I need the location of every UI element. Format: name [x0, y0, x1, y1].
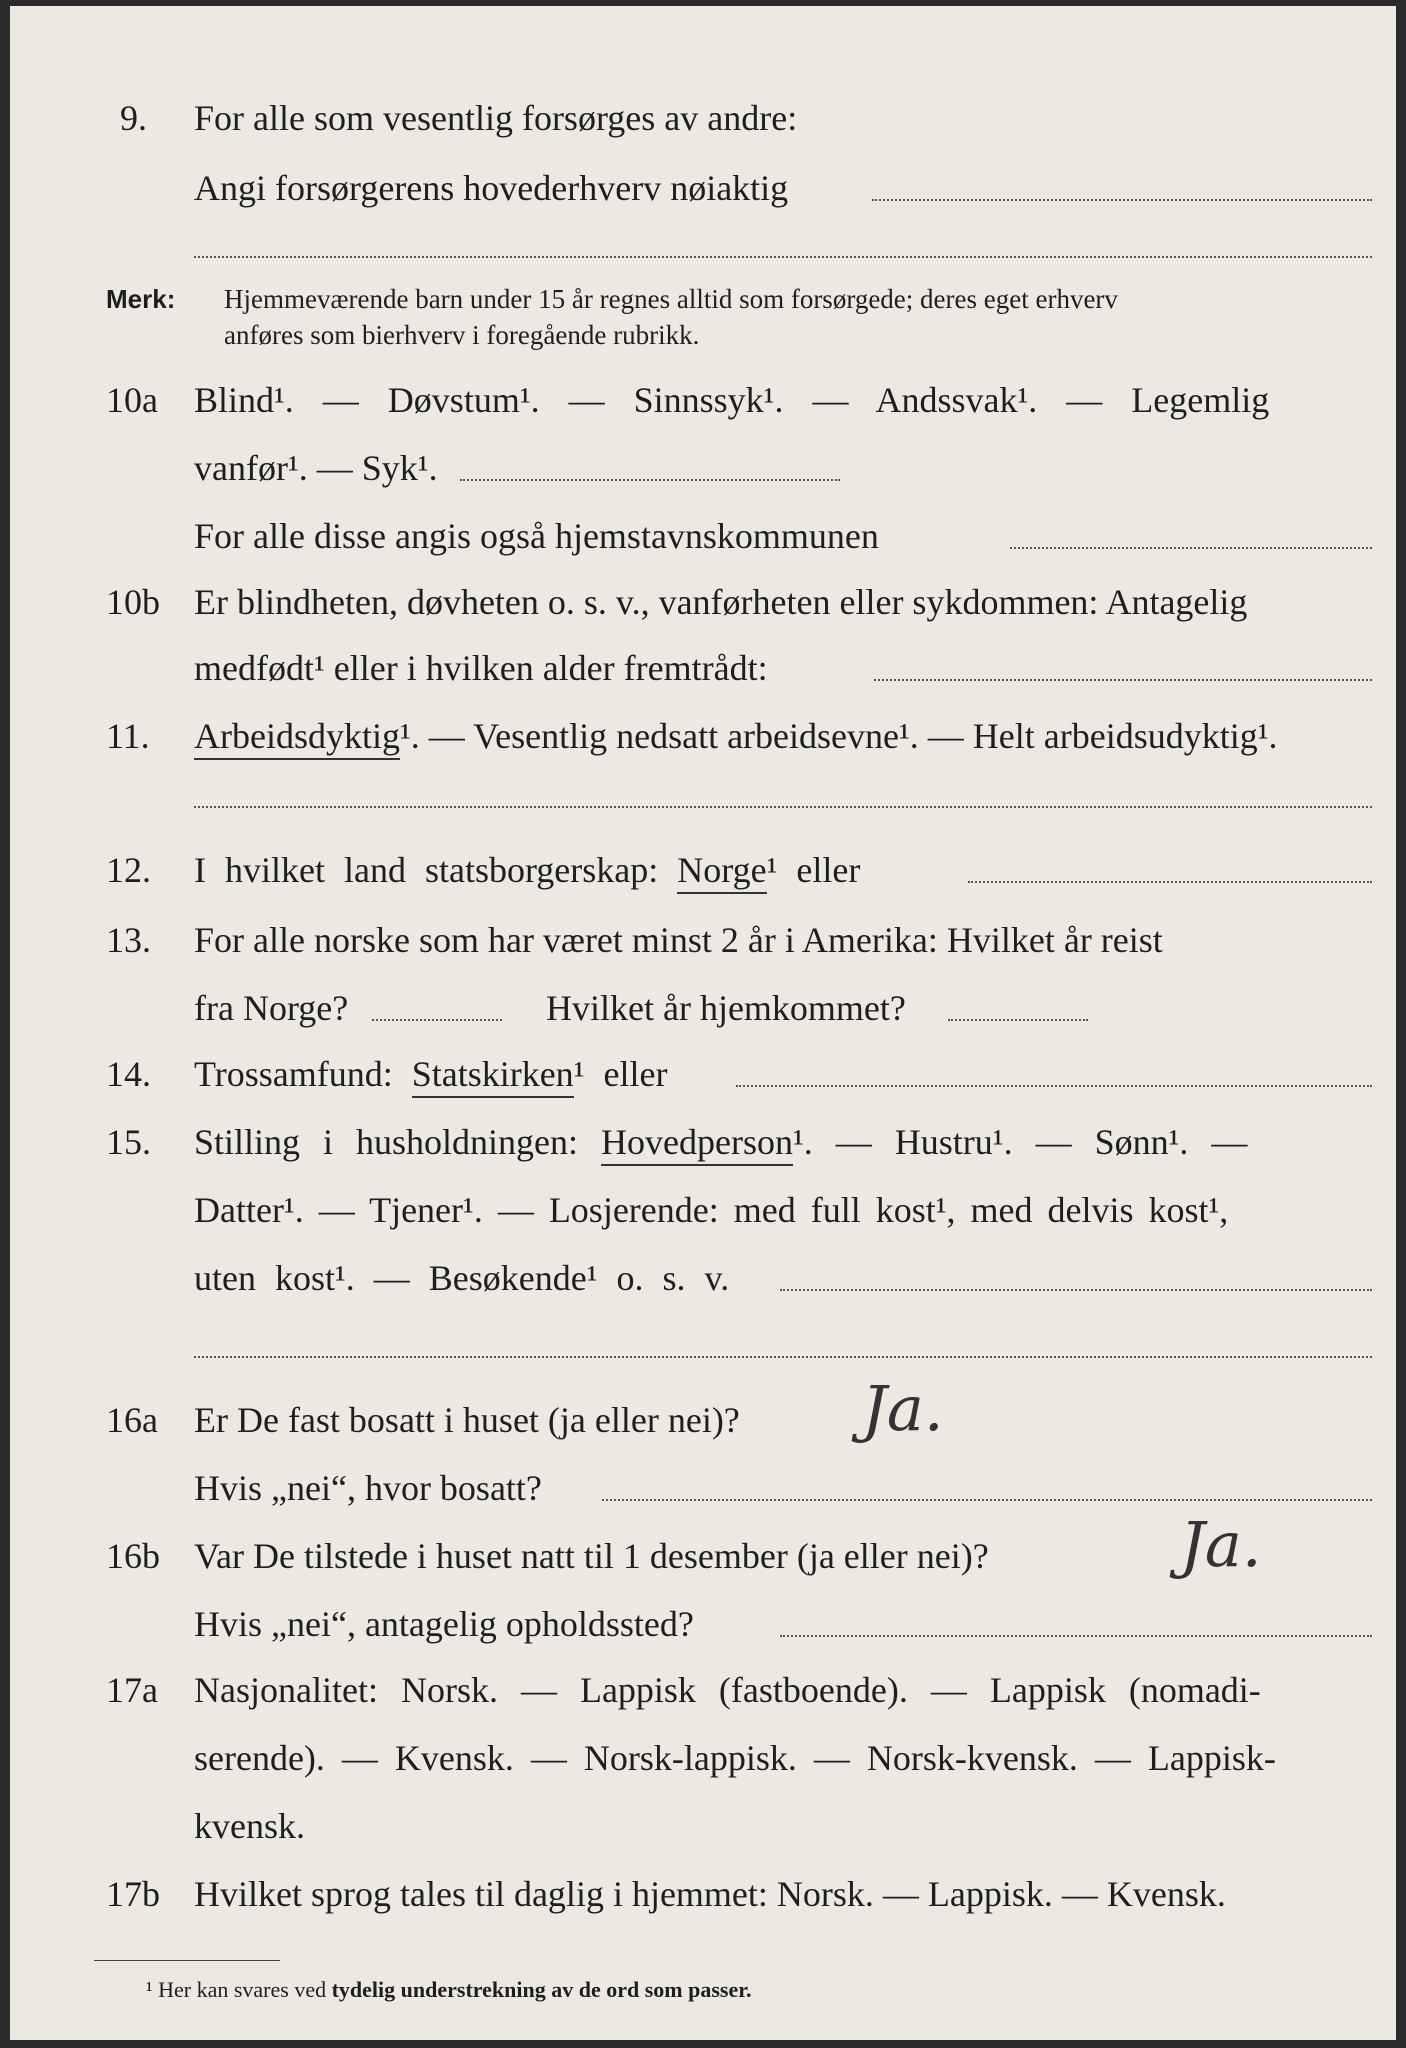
- q11-number: 11.: [106, 716, 150, 756]
- q17b-line1: Hvilket sprog tales til daglig i hjemmet: Norsk. — Lappisk. — Kvensk.: [194, 1874, 1226, 1914]
- q13-reist-field[interactable]: [372, 1019, 502, 1021]
- q12-option-norge-underlined[interactable]: Norge: [677, 850, 766, 894]
- q16b-number: 16b: [106, 1536, 160, 1576]
- q15-option-hovedperson-underlined[interactable]: Hovedperson: [601, 1122, 793, 1166]
- q10a-hjemstavn-field[interactable]: [1010, 547, 1372, 549]
- q12-number: 12.: [106, 850, 151, 890]
- footnote: [146, 1976, 752, 2004]
- q9-line2: Angi forsørgerens hovederhverv nøiaktig: [194, 168, 789, 208]
- q16b-handwritten-answer: Ja.: [1180, 1508, 1262, 1581]
- q15-line1-rest: ¹. — Hustru¹. — Sønn¹. —: [792, 1122, 1248, 1162]
- q11-option-arbeidsdyktig-underlined[interactable]: Arbeidsdyktig: [194, 716, 400, 760]
- q17b-number: 17b: [106, 1874, 160, 1914]
- merk-line2: anføres som bierhverv i foregående rubrikk.: [224, 320, 700, 350]
- q17a-line2: serende). — Kvensk. — Norsk-lappisk. — Norsk-kvensk. — Lappisk-: [194, 1738, 1276, 1778]
- q10b-line1: Er blindheten, døvheten o. s. v., vanførheten eller sykdommen: Antagelig: [194, 582, 1248, 622]
- merk-line1: Hjemmeværende barn under 15 år regnes alltid som forsørgede; deres eget erhverv: [224, 284, 1118, 314]
- q10b-number: 10b: [106, 582, 160, 622]
- q17a-line1: Nasjonalitet: Norsk. — Lappisk (fastboende). — Lappisk (nomadi-: [194, 1670, 1261, 1710]
- q13-number: 13.: [106, 920, 151, 960]
- q16b-line1: Var De tilstede i huset natt til 1 desember (ja eller nei)?: [194, 1536, 989, 1576]
- q16a-handwritten-answer: Ja.: [862, 1372, 944, 1445]
- q16b-answer-field[interactable]: [780, 1635, 1372, 1637]
- q14-option-statskirken-underlined[interactable]: Statskirken: [412, 1054, 574, 1098]
- footnote-rule: [94, 1960, 280, 1961]
- q12-question: I hvilket land statsborgerskap:: [194, 850, 659, 890]
- q14-number: 14.: [106, 1054, 151, 1094]
- q16a-number: 16a: [106, 1400, 158, 1440]
- q9-number: 9.: [120, 98, 147, 138]
- q12-line: [194, 848, 860, 892]
- q12-answer-field[interactable]: [968, 881, 1372, 883]
- footnote-mark: ¹: [146, 1977, 153, 2002]
- q17a-line3: kvensk.: [194, 1806, 305, 1846]
- q14-line: [194, 1052, 667, 1096]
- q10a-line1: Blind¹. — Døvstum¹. — Sinnssyk¹. — Andssvak¹. — Legemlig: [194, 380, 1270, 420]
- q15-answer-field[interactable]: [780, 1289, 1372, 1291]
- q13-line1: For alle norske som har været minst 2 år i Amerika: Hvilket år reist: [194, 920, 1163, 960]
- q15-line2: Datter¹. — Tjener¹. — Losjerende: med full kost¹, med delvis kost¹,: [194, 1190, 1229, 1230]
- census-form-page: [10, 6, 1396, 2040]
- q16a-line2: Hvis „nei“, hvor bosatt?: [194, 1468, 542, 1508]
- q10b-line2: medfødt¹ eller i hvilken alder fremtrådt:: [194, 648, 768, 688]
- q15-question: Stilling i husholdningen:: [194, 1122, 579, 1162]
- q11-answer-field[interactable]: [194, 806, 1372, 808]
- q10a-line3: For alle disse angis også hjemstavnskommunen: [194, 516, 879, 556]
- q17a-number: 17a: [106, 1670, 158, 1710]
- merk-label: Merk:: [106, 284, 176, 314]
- q12-post: ¹ eller: [766, 850, 861, 890]
- q10a-line2: vanfør¹. — Syk¹.: [194, 448, 438, 488]
- q16a-line1: Er De fast bosatt i huset (ja eller nei)?: [194, 1400, 740, 1440]
- q9-answer-field[interactable]: [872, 199, 1372, 201]
- q14-answer-field[interactable]: [736, 1085, 1372, 1087]
- q15-answer-field-2[interactable]: [194, 1356, 1372, 1358]
- q9-answer-field-2[interactable]: [194, 256, 1372, 258]
- footnote-bold-text: tydelig understrekning av de ord som passer.: [331, 1977, 752, 2002]
- q14-question: Trossamfund:: [194, 1054, 393, 1094]
- q13-hjemkommet-field[interactable]: [948, 1019, 1088, 1021]
- q15-line3: uten kost¹. — Besøkende¹ o. s. v.: [194, 1258, 730, 1298]
- q13-part-a: fra Norge?: [194, 988, 349, 1028]
- q13-part-b: Hvilket år hjemkommet?: [546, 988, 906, 1028]
- q11-line: [194, 714, 1278, 758]
- q10a-answer-field[interactable]: [460, 479, 840, 481]
- q11-options-rest: ¹. — Vesentlig nedsatt arbeidsevne¹. — Helt arbeidsudyktig¹.: [399, 716, 1278, 756]
- q10b-answer-field[interactable]: [874, 679, 1372, 681]
- q16a-answer-field[interactable]: [602, 1499, 1372, 1501]
- q9-line1: For alle som vesentlig forsørges av andre:: [194, 98, 798, 138]
- q16b-line2: Hvis „nei“, antagelig opholdssted?: [194, 1604, 694, 1644]
- q14-post: ¹ eller: [573, 1054, 668, 1094]
- q15-number: 15.: [106, 1122, 151, 1162]
- footnote-text: Her kan svares ved: [158, 1977, 327, 2002]
- q15-line1: [194, 1120, 1247, 1164]
- q10a-number: 10a: [106, 380, 158, 420]
